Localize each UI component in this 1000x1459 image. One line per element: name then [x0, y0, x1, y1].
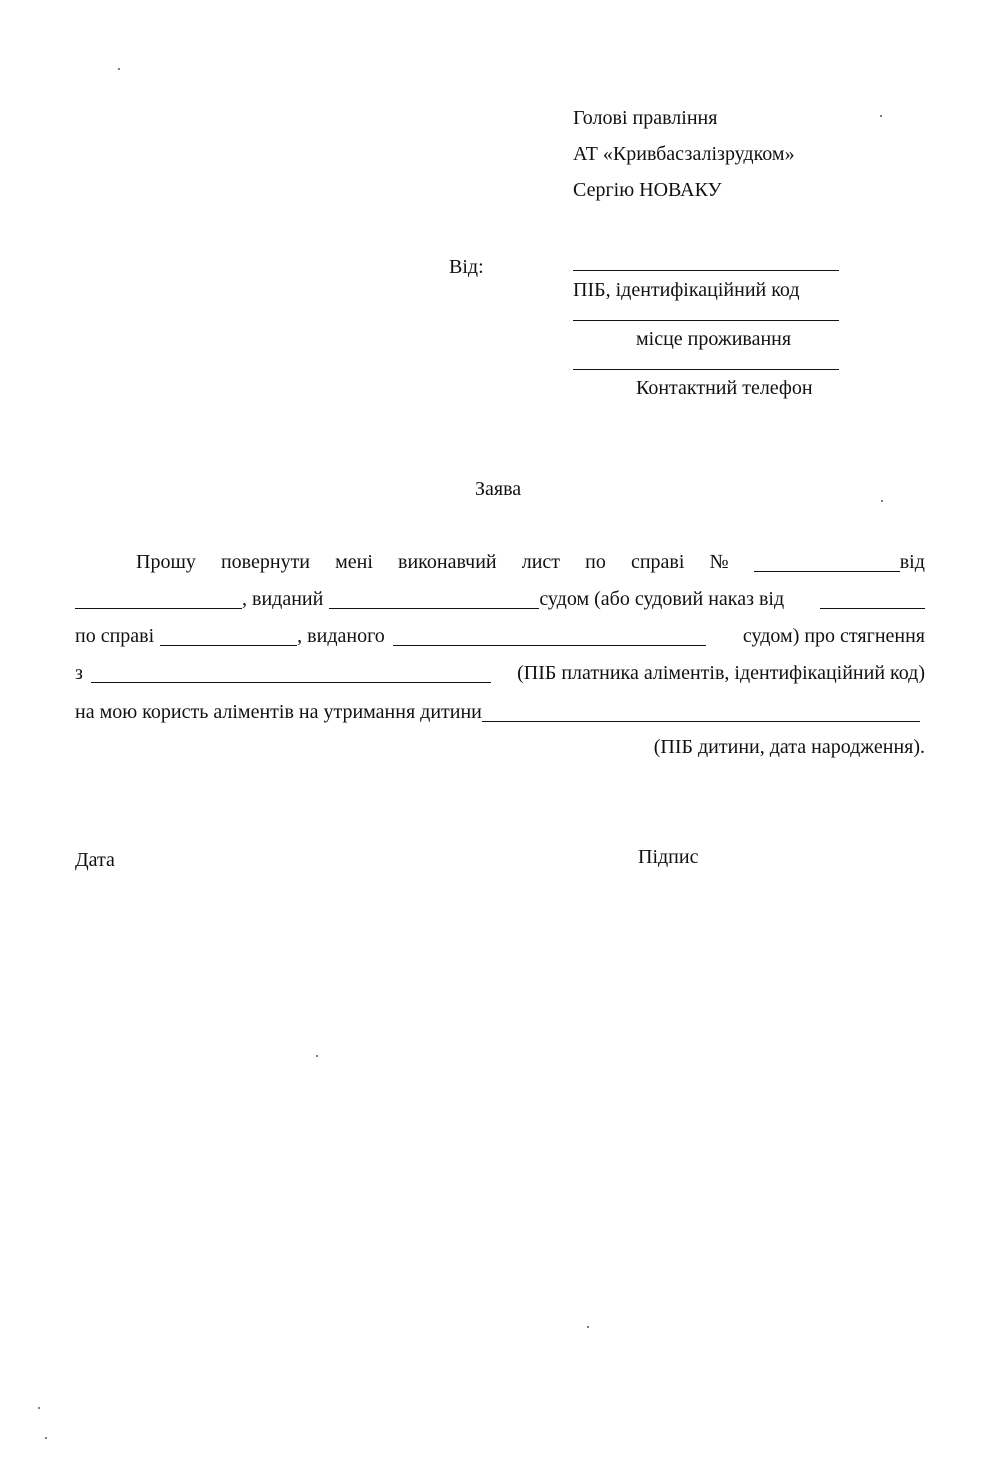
payer-name-blank[interactable]: [91, 664, 491, 683]
case-date-blank[interactable]: [75, 590, 242, 609]
body-text: по справі: [75, 625, 155, 647]
scan-speck: [881, 500, 883, 502]
body-text: судом (або судовий наказ від: [539, 588, 785, 610]
addressee-line-1: Голові правління: [573, 107, 718, 129]
body-word: від: [899, 551, 925, 573]
child-caption: (ПІБ дитини, дата народження).: [653, 736, 925, 758]
order-case-number-blank[interactable]: [160, 627, 297, 646]
body-word: по: [585, 551, 606, 573]
sender-address-blank[interactable]: [573, 320, 839, 321]
body-word: Прошу: [136, 551, 196, 573]
body-line-5: [75, 702, 920, 722]
body-word: справі: [630, 551, 685, 573]
sender-phone-caption: Контактний телефон: [636, 377, 813, 399]
sender-address-caption: місце проживання: [636, 328, 792, 350]
body-text: на мою користь аліментів на утримання дитини: [75, 701, 482, 723]
body-word: лист: [521, 551, 561, 573]
scan-speck: [38, 1407, 40, 1409]
case-number-blank[interactable]: [754, 553, 900, 572]
body-text: з: [75, 662, 83, 684]
sender-phone-blank[interactable]: [573, 369, 839, 370]
scan-speck: [45, 1437, 47, 1439]
child-name-blank[interactable]: [482, 703, 920, 722]
scan-speck: [880, 115, 882, 117]
scan-speck: [587, 1326, 589, 1328]
scan-speck: [316, 1055, 318, 1057]
order-court-blank[interactable]: [393, 627, 706, 646]
date-label: Дата: [75, 849, 115, 871]
body-text: судом) про стягнення: [742, 625, 925, 647]
body-line-3: [75, 626, 925, 646]
scan-speck: [118, 68, 120, 70]
body-line-4: [75, 663, 925, 683]
body-word: повернути: [220, 551, 311, 573]
body-line-2: [75, 589, 925, 609]
court-order-date-blank[interactable]: [820, 590, 925, 609]
body-line-1: [136, 552, 925, 572]
addressee-line-3: Сергію НОВАКУ: [573, 179, 722, 201]
sender-name-blank[interactable]: [573, 270, 839, 271]
addressee-line-2: АТ «Кривбасзалізрудком»: [573, 143, 795, 165]
from-label: Від:: [449, 256, 484, 278]
signature-label: Підпис: [638, 846, 699, 868]
body-word: виконавчий: [398, 551, 497, 573]
sender-name-caption: ПІБ, ідентифікаційний код: [573, 279, 800, 301]
body-word: №: [709, 551, 729, 573]
body-text: , виданий: [242, 588, 324, 610]
body-text: (ПІБ платника аліментів, ідентифікаційний код): [517, 662, 925, 684]
document-title: Заява: [475, 478, 522, 500]
body-text: , виданого: [297, 625, 385, 647]
issuing-court-blank[interactable]: [329, 590, 539, 609]
body-word: мені: [335, 551, 373, 573]
